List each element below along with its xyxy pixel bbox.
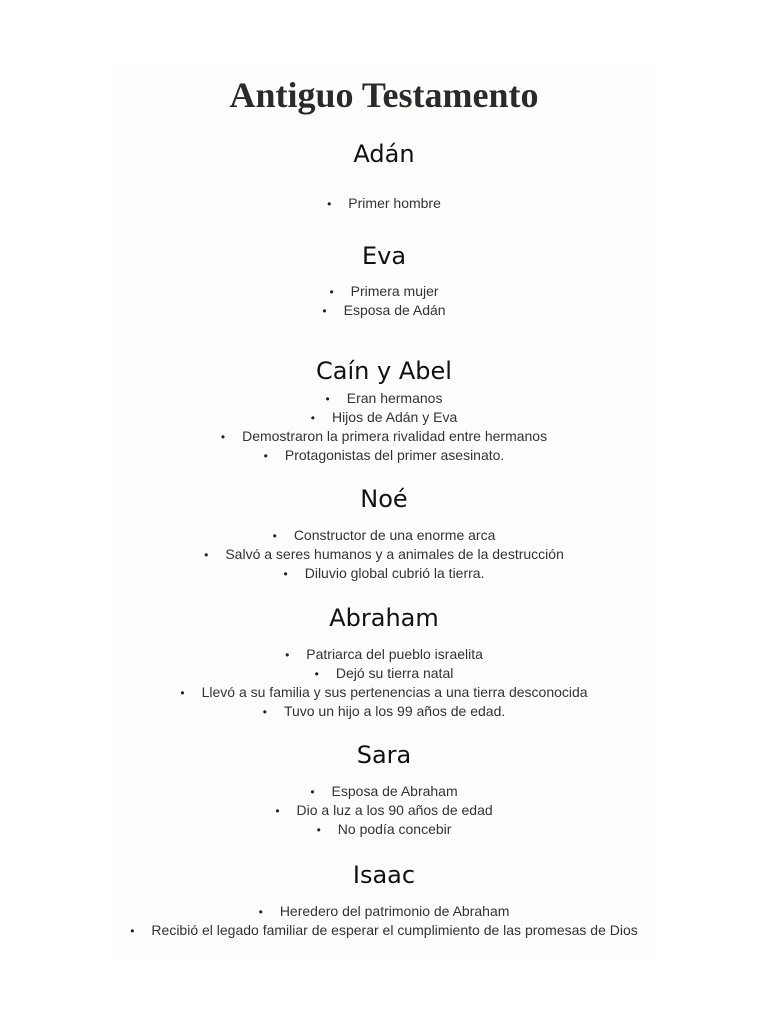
section-heading-adan: Adán [353, 140, 415, 168]
bullet-icon: • [314, 667, 319, 681]
list-item [0, 921, 768, 940]
list-item [0, 782, 768, 801]
list-item-text: Demostraron la primera rivalidad entre hermanos [242, 428, 548, 444]
list-item-text: Tuvo un hijo a los 99 años de edad. [283, 703, 506, 719]
list-item [0, 545, 768, 564]
list-item-text: Patriarca del pueblo israelita [306, 646, 483, 662]
section-list-isaac [0, 902, 768, 940]
bullet-icon: • [316, 823, 321, 837]
section-list-adan [0, 194, 768, 213]
bullet-icon: • [220, 430, 226, 444]
bullet-icon: • [204, 548, 209, 562]
list-item [0, 427, 768, 446]
list-item-text: Constructor de una enorme arca [293, 527, 496, 543]
section-heading-abraham: Abraham [329, 604, 439, 632]
list-item [0, 645, 768, 664]
bullet-icon: • [263, 449, 268, 463]
bullet-icon: • [180, 686, 185, 700]
list-item-text: Primera mujer [350, 283, 439, 299]
bullet-icon: • [262, 705, 267, 719]
list-item-text: Esposa de Adán [343, 302, 446, 318]
section-list-cain-y-abel [0, 389, 768, 465]
list-item [0, 664, 768, 683]
list-item [0, 389, 768, 408]
bullet-icon: • [285, 648, 290, 662]
list-item [0, 194, 768, 213]
list-item-text: Protagonistas del primer asesinato. [284, 447, 505, 463]
bullet-icon: • [283, 567, 288, 581]
bullet-icon: • [325, 392, 330, 406]
bullet-icon: • [272, 529, 277, 543]
section-list-noe [0, 526, 768, 583]
section-heading-sara: Sara [356, 741, 412, 769]
bullet-icon: • [275, 804, 280, 818]
list-item-text: Hijos de Adán y Eva [331, 409, 458, 425]
bullet-icon: • [310, 785, 315, 799]
list-item [0, 902, 768, 921]
section-list-eva [0, 282, 768, 320]
section-heading-noe: Noé [360, 485, 408, 513]
list-item [0, 683, 768, 702]
bullet-icon: • [130, 924, 135, 938]
page-title: Antiguo Testamento [229, 75, 539, 115]
section-heading-isaac: Isaac [352, 861, 416, 889]
list-item-text: Dejó su tierra natal [335, 665, 454, 681]
list-item-text: Esposa de Abraham [331, 783, 458, 799]
list-item [0, 408, 768, 427]
bullet-icon: • [329, 285, 334, 299]
list-item-text: Heredero del patrimonio de Abraham [279, 903, 510, 919]
list-item-text: Salvó a seres humanos y a animales de la destrucción [225, 546, 564, 562]
list-item [0, 301, 768, 320]
list-item-text: Diluvio global cubrió la tierra. [304, 565, 485, 581]
list-item [0, 446, 768, 465]
bullet-icon: • [322, 304, 327, 318]
section-list-sara [0, 782, 768, 839]
list-item [0, 282, 768, 301]
list-item-text: Recibió el legado familiar de esperar el cumplimiento de las promesas de Dios [151, 922, 638, 938]
list-item [0, 801, 768, 820]
list-item-text: Dio a luz a los 90 años de edad [296, 802, 493, 818]
list-item-text: Eran hermanos [346, 390, 443, 406]
section-heading-cain-y-abel: Caín y Abel [316, 357, 452, 385]
list-item [0, 526, 768, 545]
section-heading-eva: Eva [361, 242, 407, 270]
bullet-icon: • [310, 411, 315, 425]
list-item [0, 564, 768, 583]
bullet-icon: • [258, 905, 263, 919]
list-item [0, 820, 768, 839]
list-item-text: Primer hombre [348, 195, 441, 211]
list-item-text: Llevó a su familia y sus pertenencias a una tierra desconocida [201, 684, 588, 700]
list-item-text: No podía concebir [337, 821, 452, 837]
list-item [0, 702, 768, 721]
section-list-abraham [0, 645, 768, 721]
bullet-icon: • [327, 197, 332, 211]
